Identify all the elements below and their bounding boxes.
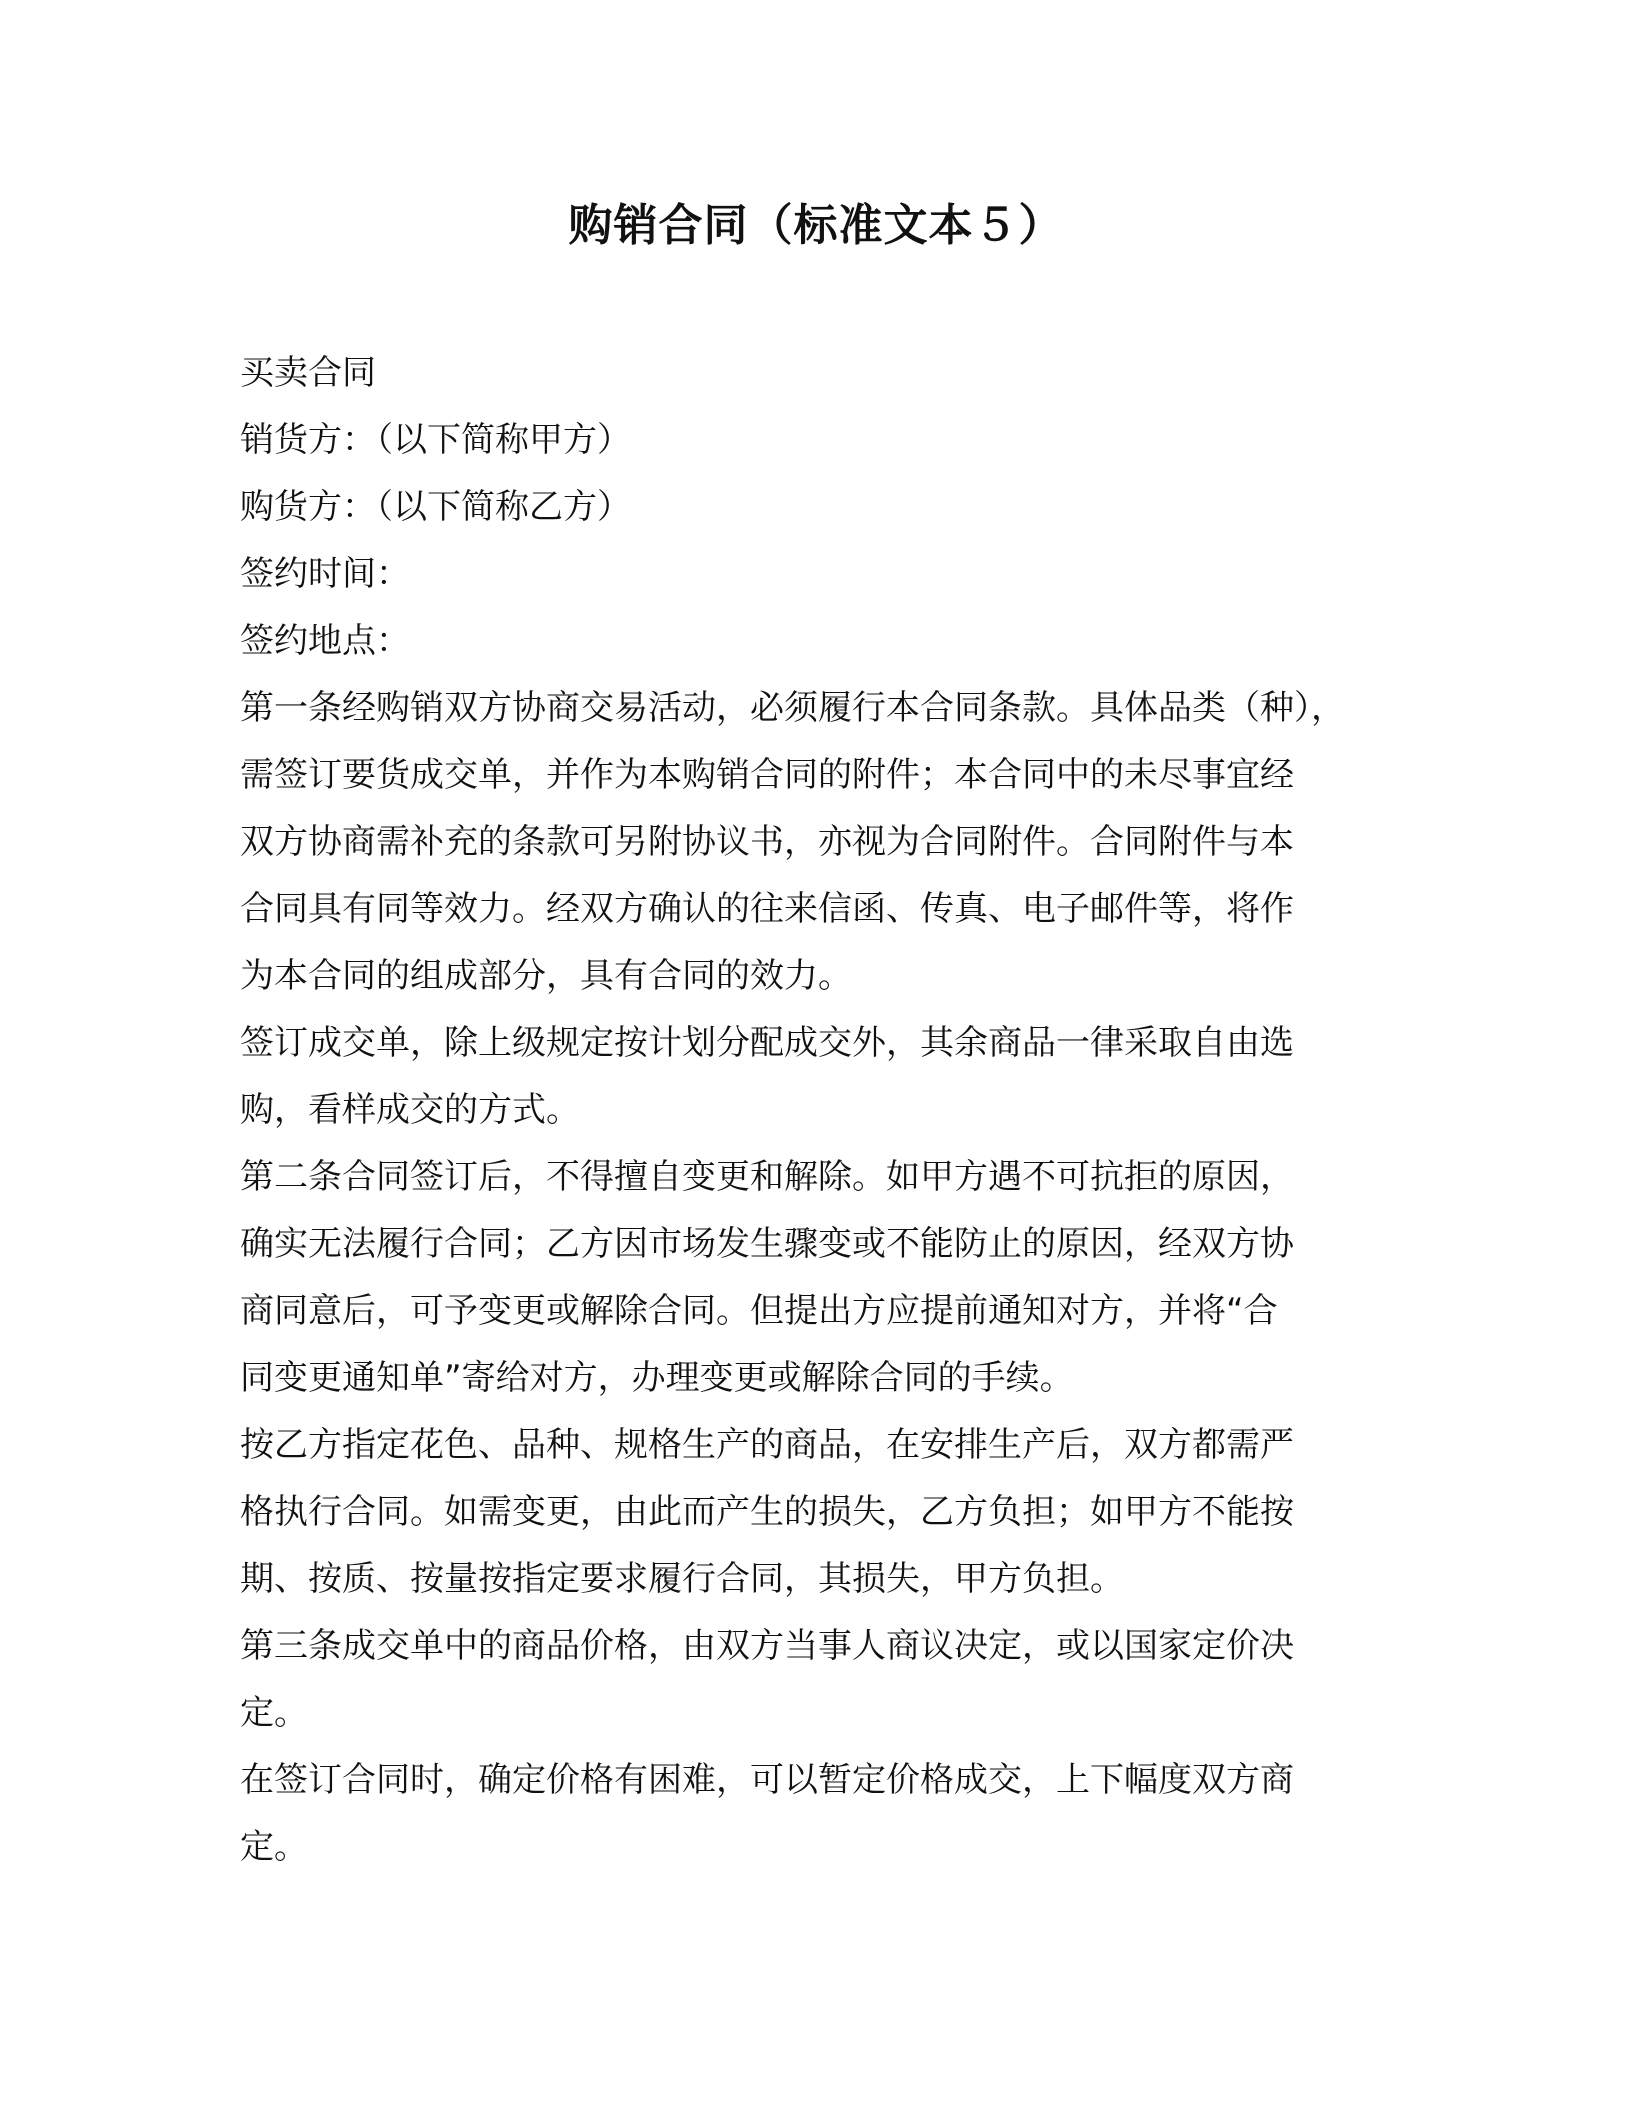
text-line: 签约地点： [240,621,410,661]
text-line: 定。 [240,1827,308,1867]
text-line: 合同具有同等效力。经双方确认的往来信函、传真、电子邮件等，将作 [240,889,1294,929]
text-line: 双方协商需补充的条款可另附协议书，亦视为合同附件。合同附件与本 [240,822,1294,862]
text-line: 同变更通知单”寄给对方，办理变更或解除合同的手续。 [240,1358,1074,1398]
text-line: 购货方：（以下简称乙方） [240,487,631,527]
text-line: 签订成交单，除上级规定按计划分配成交外，其余商品一律采取自由选 [240,1023,1294,1063]
text-line: 第一条经购销双方协商交易活动，必须履行本合同条款。具体品类（种）， [240,688,1345,728]
text-line: 第三条成交单中的商品价格，由双方当事人商议决定，或以国家定价决 [240,1626,1294,1666]
text-line: 商同意后，可予变更或解除合同。但提出方应提前通知对方，并将“合 [240,1291,1278,1331]
document-title: 购销合同（标准文本５） [568,200,1064,251]
text-line: 为本合同的组成部分，具有合同的效力。 [240,956,852,996]
text-line: 定。 [240,1693,308,1733]
text-line: 购，看样成交的方式。 [240,1090,580,1130]
text-line: 按乙方指定花色、品种、规格生产的商品，在安排生产后，双方都需严 [240,1425,1294,1465]
document-body [240,340,1390,1881]
text-line: 签约时间： [240,554,410,594]
text-line: 销货方：（以下简称甲方） [240,420,631,460]
text-line: 在签订合同时，确定价格有困难，可以暂定价格成交，上下幅度双方商 [240,1760,1294,1800]
text-line: 确实无法履行合同；乙方因市场发生骤变或不能防止的原因，经双方协 [240,1224,1294,1264]
text-line: 买卖合同 [240,353,376,393]
text-line: 期、按质、按量按指定要求履行合同，其损失，甲方负担。 [240,1559,1124,1599]
text-line: 格执行合同。如需变更，由此而产生的损失，乙方负担；如甲方不能按 [240,1492,1294,1532]
text-line: 第二条合同签订后，不得擅自变更和解除。如甲方遇不可抗拒的原因， [240,1157,1294,1197]
text-line: 需签订要货成交单，并作为本购销合同的附件；本合同中的未尽事宜经 [240,755,1294,795]
